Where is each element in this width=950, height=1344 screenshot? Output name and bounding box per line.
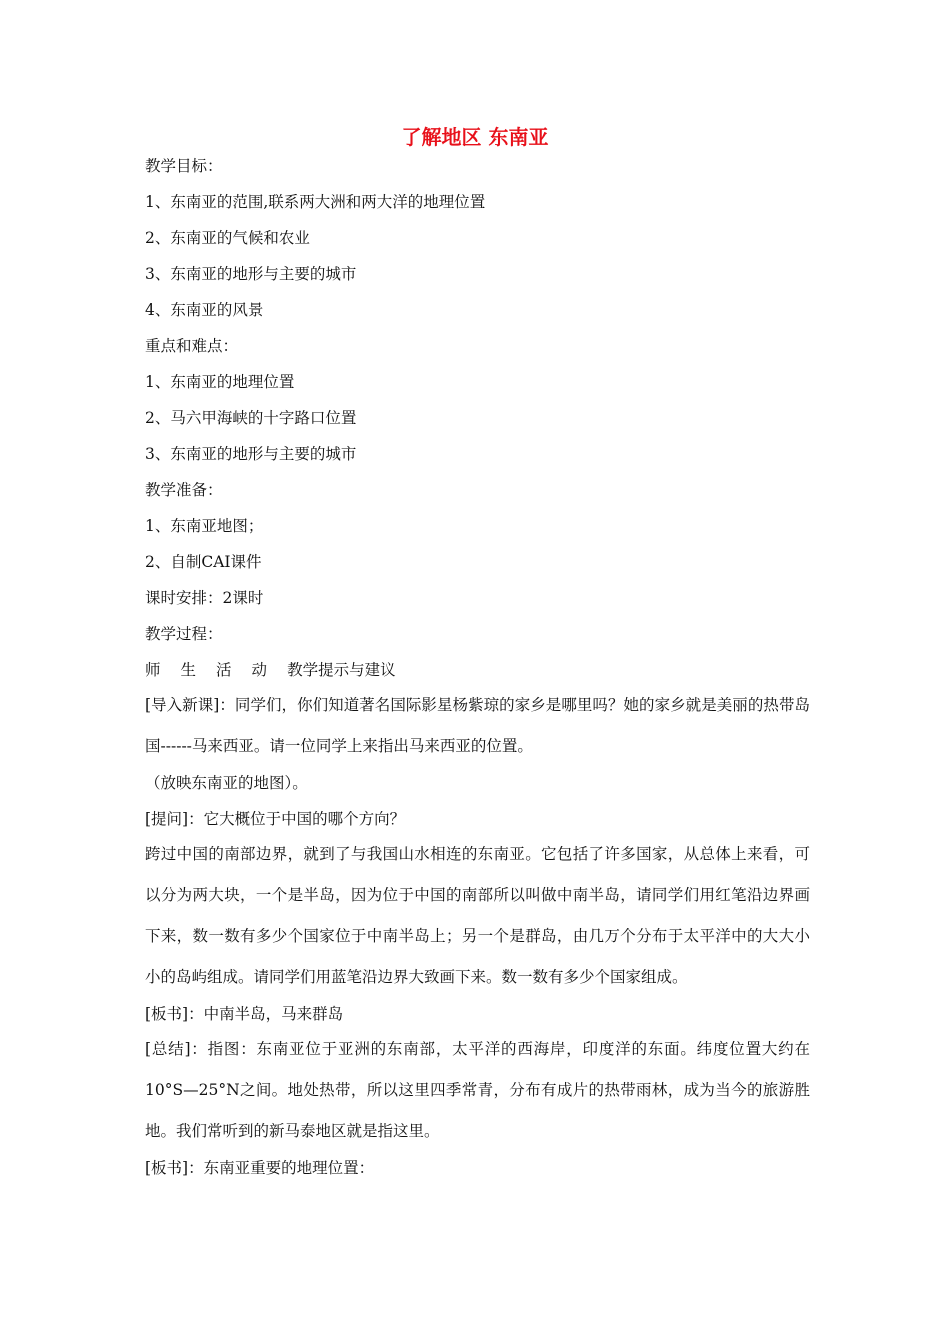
preparation-item: 1、东南亚地图；	[145, 517, 264, 535]
column-activity-2: 动	[251, 661, 268, 679]
column-student: 生	[180, 661, 197, 679]
board-note-2: [板书]：东南亚重要的地理位置：	[145, 1159, 375, 1177]
process-heading: 教学过程：	[145, 625, 223, 643]
objective-item: 3、东南亚的地形与主要的城市	[145, 265, 357, 283]
key-point-item: 2、马六甲海峡的十字路口位置	[145, 409, 357, 427]
objective-item: 1、东南亚的范围,联系两大洲和两大洋的地理位置	[145, 193, 486, 211]
board-note-1: [板书]：中南半岛，马来群岛	[145, 1005, 344, 1023]
schedule-line: 课时安排：2课时	[145, 589, 264, 607]
objective-item: 4、东南亚的风景	[145, 301, 264, 319]
key-point-item: 3、东南亚的地形与主要的城市	[145, 445, 357, 463]
column-activity-1: 活	[216, 661, 232, 679]
preparation-item: 2、自制CAI课件	[145, 553, 262, 571]
objectives-heading: 教学目标：	[145, 157, 223, 175]
column-hints: 教学提示与建议	[287, 661, 396, 679]
process-columns	[145, 652, 810, 688]
document-body	[145, 148, 810, 1186]
objective-item: 2、东南亚的气候和农业	[145, 229, 310, 247]
page-title: 了解地区 东南亚	[401, 125, 549, 149]
intro-paragraph: [导入新课]：同学们，你们知道著名国际影星杨紫琼的家乡是哪里吗？她的家乡就是美丽的热带岛国------马来西亚。请一位同学上来指出马来西亚的位置。	[145, 696, 810, 755]
summary-paragraph: [总结]：指图：东南亚位于亚洲的东南部，太平洋的西海岸，印度洋的东面。纬度位置大约在10°S—25°N之间。地处热带，所以这里四季常青，分布有成片的热带雨林，成为当今的旅游胜地。我们常听到的新马泰地区就是指这里。	[145, 1040, 810, 1140]
explanation-paragraph: 跨过中国的南部边界，就到了与我国山水相连的东南亚。它包括了许多国家，从总体上来看，可以分为两大块，一个是半岛，因为位于中国的南部所以叫做中南半岛，请同学们用红笔沿边界画下来，数一数有多少个国家位于中南半岛上；另一个是群岛，由几万个分布于太平洋中的大大小小的岛屿组成。请同学们用蓝笔沿边界大致画下来。数一数有多少个国家组成。	[145, 845, 810, 986]
preparation-heading: 教学准备：	[145, 481, 223, 499]
show-map-line: （放映东南亚的地图）。	[145, 774, 308, 792]
key-points-heading: 重点和难点：	[145, 337, 239, 355]
question-line: [提问]：它大概位于中国的哪个方向？	[145, 810, 406, 828]
key-point-item: 1、东南亚的地理位置	[145, 373, 295, 391]
column-teacher: 师	[145, 661, 161, 679]
